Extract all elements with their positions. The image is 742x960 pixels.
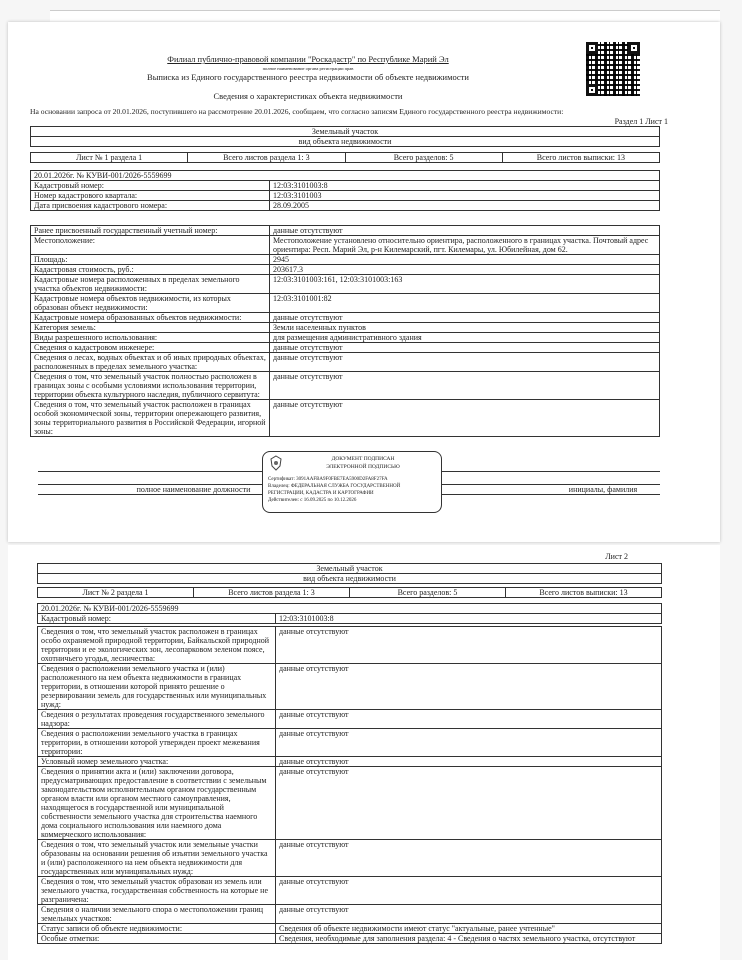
field-value: 12:03:3101003:8 — [276, 614, 662, 624]
table-row — [38, 664, 662, 710]
characteristics-table — [37, 626, 662, 944]
field-value: 203617.3 — [270, 265, 660, 275]
extract-page-1 — [8, 22, 720, 542]
table-row — [38, 729, 662, 757]
field-value: Сведения об объекте недвижимости имеют статус "актуальные, ранее учтенные" — [276, 924, 662, 934]
identification-table — [37, 603, 662, 624]
identification-table — [30, 170, 660, 211]
field-label: Сведения о том, что земельный участок расположен в границах особой экономической зоны, территории опережающего развития, зоны территориального развития в Российской Федерации, игорной зоны: — [31, 400, 270, 437]
table-row — [31, 275, 660, 294]
table-row — [31, 226, 660, 236]
emblem-icon — [269, 455, 283, 471]
extract-page-2 — [8, 545, 720, 960]
field-value: 12:03:3101003:161, 12:03:3101003:163 — [270, 275, 660, 294]
table-row — [38, 905, 662, 924]
table-row — [38, 877, 662, 905]
field-label: Кадастровые номера расположенных в пределах земельного участка объектов недвижимости: — [31, 275, 270, 294]
stamp-line1: ДОКУМЕНТ ПОДПИСАН — [331, 456, 395, 462]
object-type-caption: вид объекта недвижимости — [31, 137, 660, 147]
sections-total: Всего разделов: 5 — [350, 588, 506, 598]
object-type: Земельный участок — [31, 127, 660, 137]
field-label: Кадастровый номер: — [31, 181, 270, 191]
field-label: Особые отметки: — [38, 934, 276, 944]
table-row — [38, 934, 662, 944]
stamp-validity: Действителен: с 16.09.2025 по 10.12.2026 — [268, 498, 357, 503]
field-value: 12:03:3101003:8 — [270, 181, 660, 191]
field-label: Сведения о том, что земельный участок или земельные участки образованы на основании решения об изъятии земельного участка и (или) расположенного на нем объекта недвижимости для государственных или муниципальных нужд: — [38, 840, 276, 877]
stamp-owner: Владелец: ФЕДЕРАЛЬНАЯ СЛУЖБА ГОСУДАРСТВЕННОЙ — [268, 484, 401, 489]
stamp-owner-2: РЕГИСТРАЦИИ, КАДАСТРА И КАРТОГРАФИИ — [268, 491, 374, 496]
field-label: Сведения о том, что земельный участок расположен в границах особо охраняемой природной территории, Байкальской природной территории и ее экологических зон, лесопарковом зеленом поясе, охотничьего угодья, лесничества: — [38, 627, 276, 664]
field-value: для размещения административного здания — [270, 333, 660, 343]
field-value: данные отсутствуют — [276, 757, 662, 767]
field-label: Кадастровые номера образованных объектов недвижимости: — [31, 313, 270, 323]
field-value: данные отсутствуют — [276, 729, 662, 757]
characteristics-table — [30, 225, 660, 437]
field-value: данные отсутствуют — [276, 664, 662, 710]
table-row — [31, 333, 660, 343]
table-row — [38, 627, 662, 664]
table-row — [31, 400, 660, 437]
field-label: Сведения о расположении земельного участка и (или) расположенного на нем объекта недвижимости в границах территории, в отношении которой принято решение о резервировании земель для государственных или муниципальных нужд: — [38, 664, 276, 710]
field-label: Условный номер земельного участка: — [38, 757, 276, 767]
field-value: данные отсутствуют — [276, 710, 662, 729]
table-row — [38, 757, 662, 767]
field-label: Сведения о результатах проведения государственного земельного надзора: — [38, 710, 276, 729]
table-row — [38, 710, 662, 729]
extract-sheets-total: Всего листов выписки: 13 — [506, 588, 662, 598]
table-row — [31, 201, 660, 211]
field-label: Кадастровые номера объектов недвижимости, из которых образован объект недвижимости: — [31, 294, 270, 313]
field-label: Местоположение: — [31, 236, 270, 255]
field-value: данные отсутствуют — [270, 313, 660, 323]
field-label: Сведения о наличии земельного спора о местоположении границ земельных участков: — [38, 905, 276, 924]
request-id: 20.01.2026г. № КУВИ-001/2026-5559699 — [31, 171, 660, 181]
stamp-certificate: Сертификат: 3091AAFBA9F0FBE7EA5900D2FA8F27FA — [268, 477, 388, 482]
field-value: Сведения, необходимые для заполнения раздела: 4 - Сведения о частях земельного участка, отсутствуют — [276, 934, 662, 944]
field-label: Виды разрешенного использования: — [31, 333, 270, 343]
name-caption: инициалы, фамилия — [349, 485, 660, 495]
field-value: данные отсутствуют — [276, 877, 662, 905]
field-value: данные отсутствуют — [276, 905, 662, 924]
field-label: Кадастровый номер: — [38, 614, 276, 624]
field-value: 12:03:3101001:82 — [270, 294, 660, 313]
table-row — [31, 343, 660, 353]
table-row — [38, 767, 662, 840]
sheet-info-table — [37, 587, 662, 598]
field-value: данные отсутствуют — [276, 767, 662, 840]
qr-code — [586, 42, 640, 96]
field-label: Площадь: — [31, 255, 270, 265]
section-sheets-total: Всего листов раздела 1: 3 — [194, 588, 350, 598]
table-row — [31, 191, 660, 201]
field-value: Земли населенных пунктов — [270, 323, 660, 333]
field-value: данные отсутствуют — [276, 840, 662, 877]
field-label: Статус записи об объекте недвижимости: — [38, 924, 276, 934]
field-value: данные отсутствуют — [270, 226, 660, 236]
table-row — [38, 840, 662, 877]
table-row — [31, 236, 660, 255]
request-intro: На основании запроса от 20.01.2026, поступившего на рассмотрение 20.01.2026, сообщаем, что согласно записям Единого государственного реестра недвижимости: — [30, 107, 564, 116]
table-row — [31, 265, 660, 275]
field-label: Категория земель: — [31, 323, 270, 333]
object-type: Земельный участок — [38, 564, 662, 574]
field-value: данные отсутствуют — [276, 627, 662, 664]
section-reference: Раздел 1 Лист 1 — [614, 117, 668, 126]
organization-name: Филиал публично-правовой компании "Роскадастр" по Республике Марий Эл — [167, 54, 449, 64]
field-value: 2945 — [270, 255, 660, 265]
electronic-signature-stamp — [262, 451, 442, 513]
field-label: Дата присвоения кадастрового номера: — [31, 201, 270, 211]
object-type-table — [37, 563, 662, 584]
sheet-number: Лист № 1 раздела 1 — [31, 153, 188, 163]
stamp-line2: ЭЛЕКТРОННОЙ ПОДПИСЬЮ — [326, 464, 400, 470]
field-label: Сведения о кадастровом инженере: — [31, 343, 270, 353]
table-row — [38, 924, 662, 934]
table-row — [31, 353, 660, 372]
sections-total: Всего разделов: 5 — [345, 153, 502, 163]
table-row — [38, 614, 662, 624]
field-value: 12:03:3101003 — [270, 191, 660, 201]
field-value: данные отсутствуют — [270, 372, 660, 400]
request-id: 20.01.2026г. № КУВИ-001/2026-5559699 — [38, 604, 662, 614]
table-row — [31, 181, 660, 191]
field-value: данные отсутствуют — [270, 400, 660, 437]
table-row — [31, 323, 660, 333]
field-label: Сведения о принятии акта и (или) заключении договора, предусматривающих предоставление в соответствии с земельным законодательством исполнительным органом государственным органом власти или органом местного самоуправления, находящегося в государственной или муниципальной собственности земельного участка для строительства наемного дома социального использования или наемного дома коммерческого использования: — [38, 767, 276, 840]
field-label: Номер кадастрового квартала: — [31, 191, 270, 201]
table-row — [31, 294, 660, 313]
sheet-label: Лист 2 — [605, 552, 628, 561]
table-row — [31, 313, 660, 323]
field-label: Сведения о лесах, водных объектах и об иных природных объектах, расположенных в пределах земельного участка: — [31, 353, 270, 372]
field-value: данные отсутствуют — [270, 353, 660, 372]
field-label: Ранее присвоенный государственный учетный номер: — [31, 226, 270, 236]
sheet-number: Лист № 2 раздела 1 — [38, 588, 194, 598]
field-value: 28.09.2005 — [270, 201, 660, 211]
extract-sheets-total: Всего листов выписки: 13 — [502, 153, 659, 163]
field-label: Кадастровая стоимость, руб.: — [31, 265, 270, 275]
position-caption: полное наименование должности — [38, 485, 349, 495]
field-label: Сведения о расположении земельного участка в границах территории, в отношении которой утвержден проект межевания территории: — [38, 729, 276, 757]
field-label: Сведения о том, что земельный участок полностью расположен в границах зоны с особыми условиями использования территории, территории объекта культурного наследия, публичного сервитута: — [31, 372, 270, 400]
section-title: Сведения о характеристиках объекта недвижимости — [213, 91, 403, 101]
section-sheets-total: Всего листов раздела 1: 3 — [188, 153, 345, 163]
field-value: данные отсутствуют — [270, 343, 660, 353]
object-type-caption: вид объекта недвижимости — [38, 574, 662, 584]
document-title: Выписка из Единого государственного реестра недвижимости об объекте недвижимости — [147, 72, 469, 82]
organization-caption: полное наименование органа регистрации прав — [262, 66, 354, 71]
table-row — [31, 372, 660, 400]
table-row — [31, 255, 660, 265]
sheet-info-table — [30, 152, 660, 163]
field-value: Местоположение установлено относительно ориентира, расположенного в границах участка. Почтовый адрес ориентира: Респ. Марий Эл, р-н Килемарский, пгт. Килемары, ул. Юбилейная, дом 62. — [270, 236, 660, 255]
field-label: Сведения о том, что земельный участок образован из земель или земельного участка, государственная собственность на которые не разграничена: — [38, 877, 276, 905]
object-type-table — [30, 126, 660, 147]
